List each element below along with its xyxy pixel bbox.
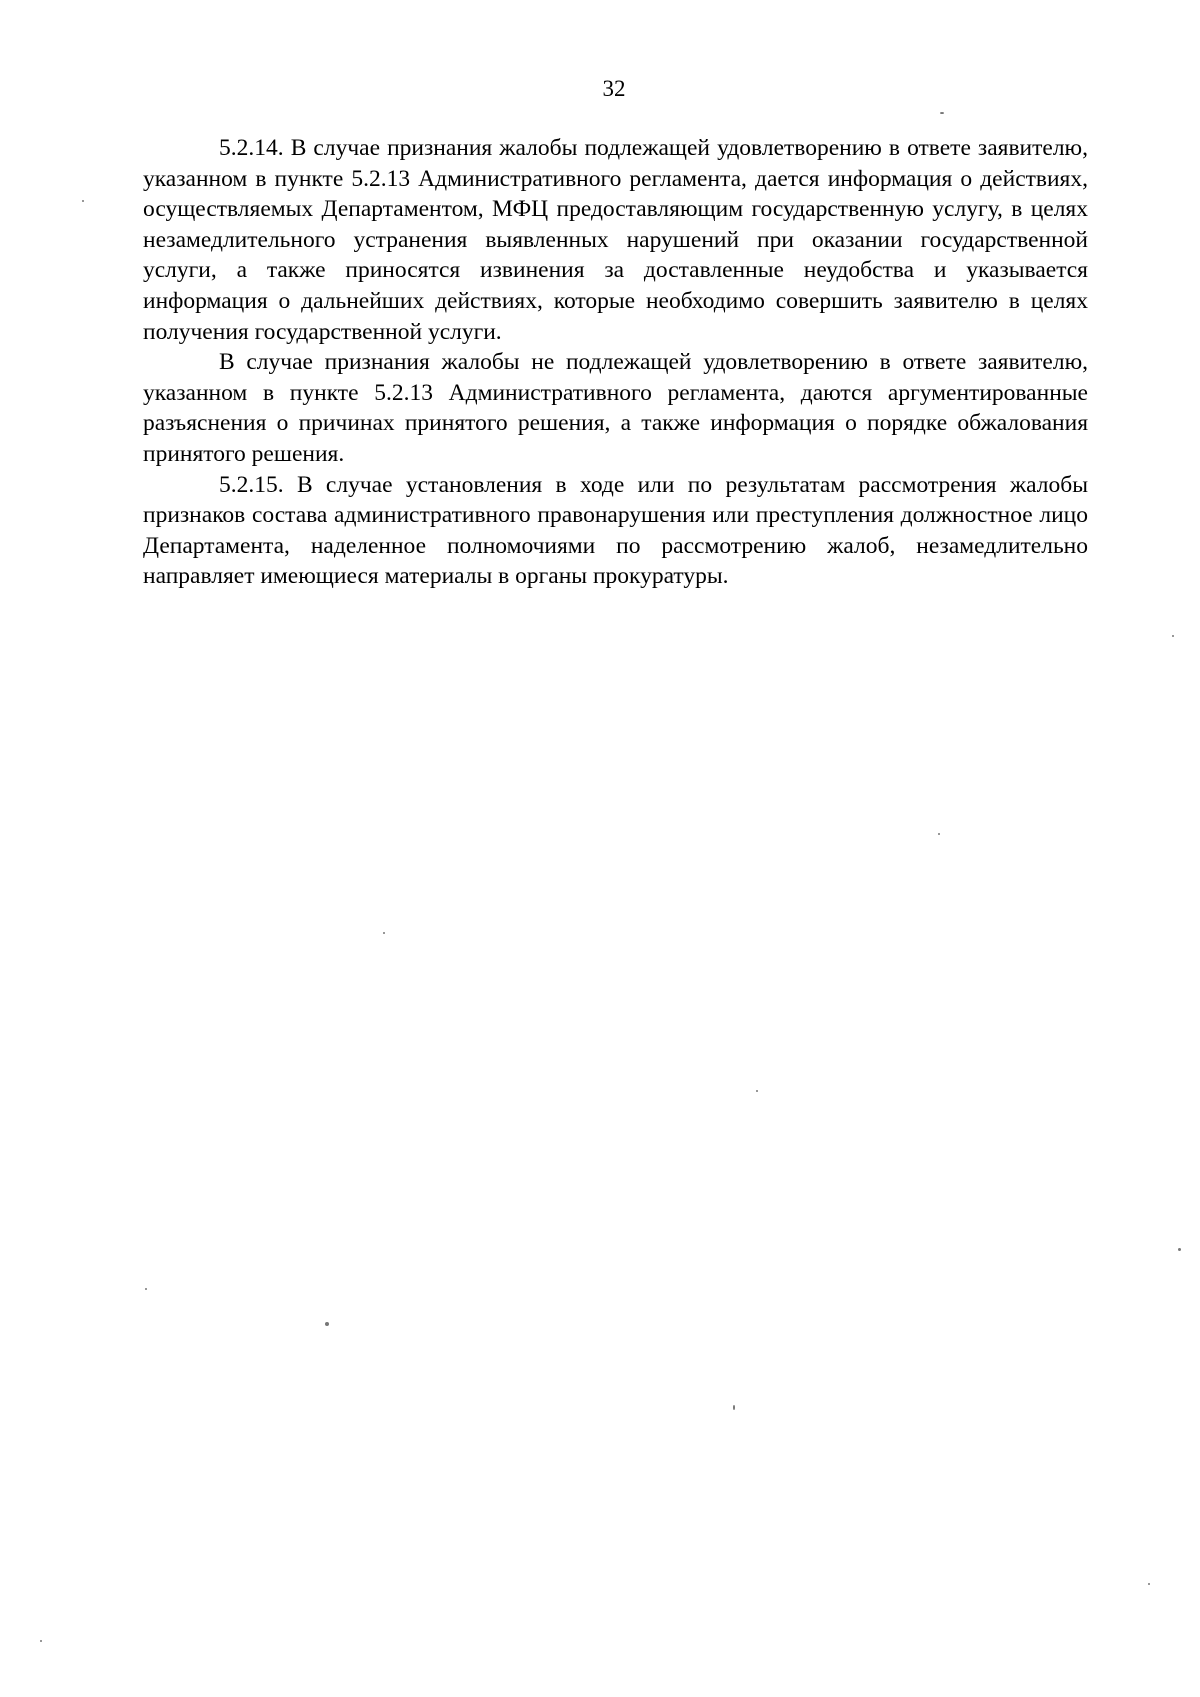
scan-speck: [383, 932, 385, 934]
document-body: [143, 133, 1088, 592]
scan-speck: [733, 1405, 735, 1410]
scan-speck: [940, 112, 944, 114]
scan-speck: [325, 1322, 329, 1326]
paragraph-rejection: В случае признания жалобы не подлежащей удовлетворению в ответе заявителю, указанном в пункте 5.2.13 Административного регламента, даются аргументированные разъяснения о причинах принятого решения, а также информация о порядке обжалования принятого решения.: [143, 349, 1088, 467]
scan-speck: [1178, 1248, 1181, 1251]
page-number: 32: [602, 76, 626, 101]
scan-speck: [145, 1288, 147, 1290]
paragraph-5-2-14: 5.2.14. В случае признания жалобы подлежащей удовлетворению в ответе заявителю, указанном в пункте 5.2.13 Административного регламента, дается информация о действиях, осуществляемых Департаментом, МФЦ предоставляющим государственную услугу, в целях незамедлительного устранения выявленных нарушений при оказании государственной услуги, а также приносятся извинения за доставленные неудобства и указывается информация о дальнейших действиях, которые необходимо совершить заявителю в целях получения государственной услуги.: [143, 135, 1088, 345]
scan-speck: [756, 1090, 758, 1092]
scan-speck: [938, 833, 940, 835]
scan-speck: [1148, 1583, 1150, 1585]
scan-speck: [40, 1640, 42, 1642]
scan-speck: [82, 200, 84, 202]
scan-speck: [1172, 635, 1174, 637]
paragraph-5-2-15: 5.2.15. В случае установления в ходе или по результатам рассмотрения жалобы признаков состава административного правонарушения или преступления должностное лицо Департамента, наделенное полномочиями по рассмотрению жалоб, незамедлительно направляет имеющиеся материалы в органы прокуратуры.: [143, 471, 1088, 590]
